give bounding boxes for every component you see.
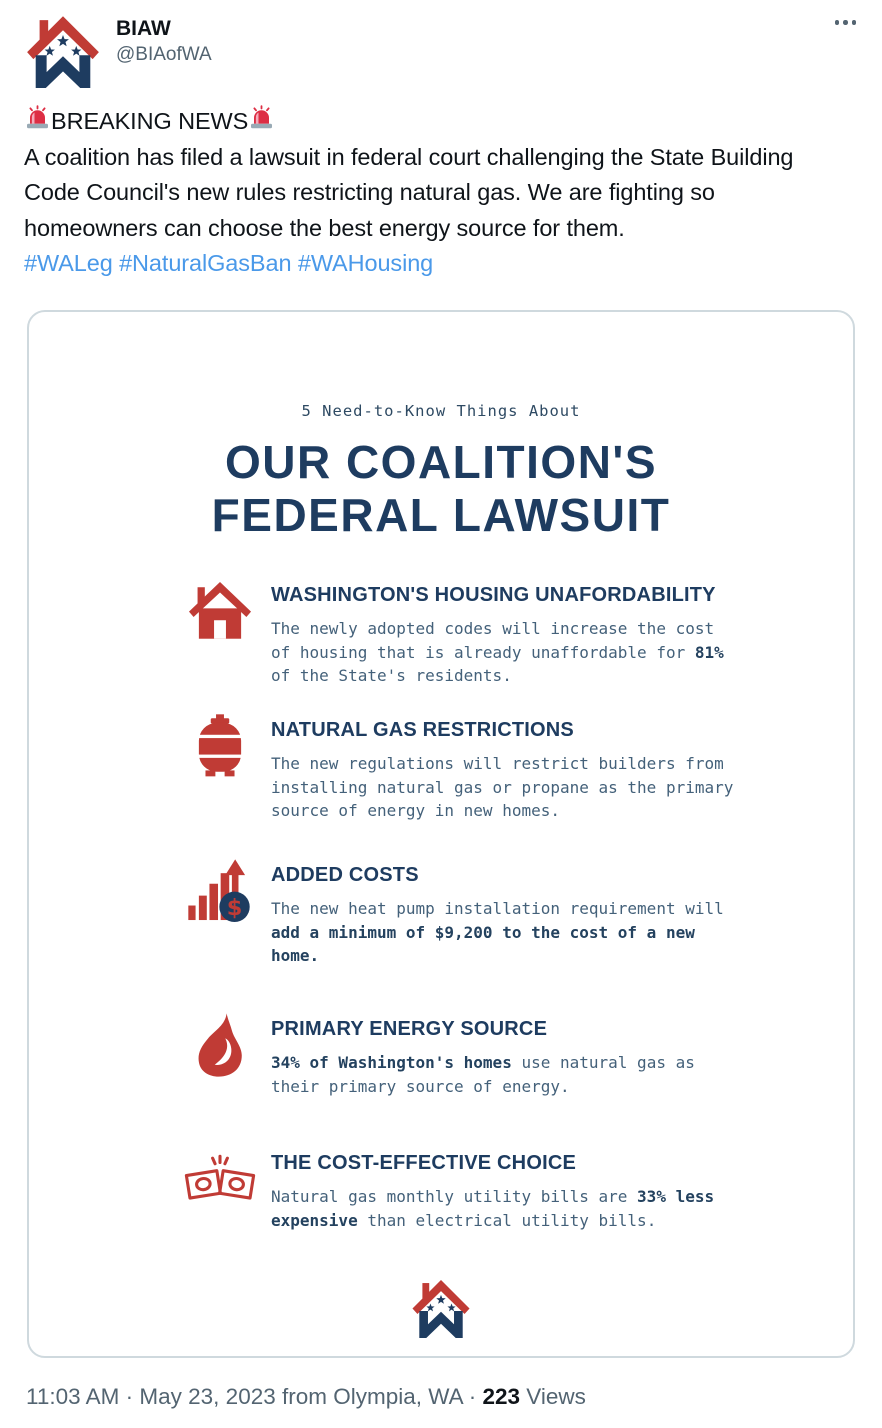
hashtag-links[interactable]: #WALeg #NaturalGasBan #WAHousing bbox=[24, 250, 434, 276]
infographic-kicker: 5 Need-to-Know Things About bbox=[301, 402, 581, 420]
author-block bbox=[116, 10, 212, 68]
author-handle[interactable]: @BIAofWA bbox=[116, 44, 212, 65]
item-heading: WASHINGTON'S HOUSING UNAFORDABILITY bbox=[271, 584, 716, 606]
house-icon bbox=[183, 578, 257, 652]
item-heading: PRIMARY ENERGY SOURCE bbox=[271, 1018, 548, 1040]
dot bbox=[852, 20, 857, 25]
tweet-text bbox=[24, 104, 850, 282]
separator-dot: · bbox=[468, 1384, 477, 1409]
siren-icon bbox=[248, 105, 275, 132]
infographic-item-cost-effective bbox=[183, 1146, 743, 1232]
infographic-item-added-costs bbox=[183, 858, 743, 968]
tweet-body-text: A coalition has filed a lawsuit in federal court challenging the State Building Code Council's new rules restricting natural gas. We are fighting so homeowners can choose the best energy source for them. bbox=[24, 143, 794, 241]
rising-costs-icon bbox=[183, 858, 257, 932]
views-label: Views bbox=[526, 1384, 586, 1409]
infographic-title-line1: OUR COALITION'S bbox=[224, 436, 658, 488]
infographic-item-housing bbox=[183, 578, 743, 688]
flame-icon bbox=[183, 1012, 257, 1086]
item-heading: ADDED COSTS bbox=[271, 864, 419, 886]
tweet-header bbox=[24, 10, 212, 88]
infographic-title-line2: FEDERAL LAWSUIT bbox=[211, 489, 671, 541]
breaking-text: BREAKING NEWS bbox=[51, 108, 249, 134]
biaw-logo-icon bbox=[24, 10, 102, 88]
tweet-footer bbox=[26, 1383, 586, 1411]
item-body: 34% of Washington's homes use natural gas as their primary source of energy. bbox=[271, 1053, 695, 1096]
dot bbox=[843, 20, 848, 25]
siren-icon bbox=[24, 105, 51, 132]
item-body: Natural gas monthly utility bills are 33% less expensive than electrical utility bills. bbox=[271, 1187, 715, 1230]
svg-text:$: $ bbox=[226, 894, 243, 921]
infographic-item-primary-energy bbox=[183, 1012, 743, 1098]
author-name[interactable]: BIAW bbox=[116, 17, 171, 40]
breaking-line bbox=[24, 104, 850, 140]
item-heading: THE COST-EFFECTIVE CHOICE bbox=[271, 1152, 577, 1174]
dot bbox=[835, 20, 840, 25]
infographic-title bbox=[29, 436, 853, 542]
torn-money-icon bbox=[183, 1146, 257, 1220]
item-body: The new regulations will restrict builders from installing natural gas or propane as the primary source of energy in new homes. bbox=[271, 754, 734, 820]
timestamp-link[interactable]: 11:03 AM · May 23, 2023 from Olympia, WA bbox=[26, 1384, 463, 1409]
avatar[interactable] bbox=[24, 10, 102, 88]
item-body: The new heat pump installation requirement will add a minimum of $9,200 to the cost of a new home. bbox=[271, 899, 724, 965]
propane-tank-icon bbox=[183, 713, 257, 787]
more-button[interactable] bbox=[829, 14, 863, 31]
infographic-item-gas-restrictions bbox=[183, 713, 743, 823]
item-heading: NATURAL GAS RESTRICTIONS bbox=[271, 719, 574, 741]
item-body: The newly adopted codes will increase the cost of housing that is already unaffordable for 81% of the State's residents. bbox=[271, 619, 724, 685]
views-count: 223 bbox=[482, 1384, 520, 1409]
tweet-image-card[interactable] bbox=[27, 310, 855, 1358]
biaw-logo-icon bbox=[410, 1274, 472, 1338]
